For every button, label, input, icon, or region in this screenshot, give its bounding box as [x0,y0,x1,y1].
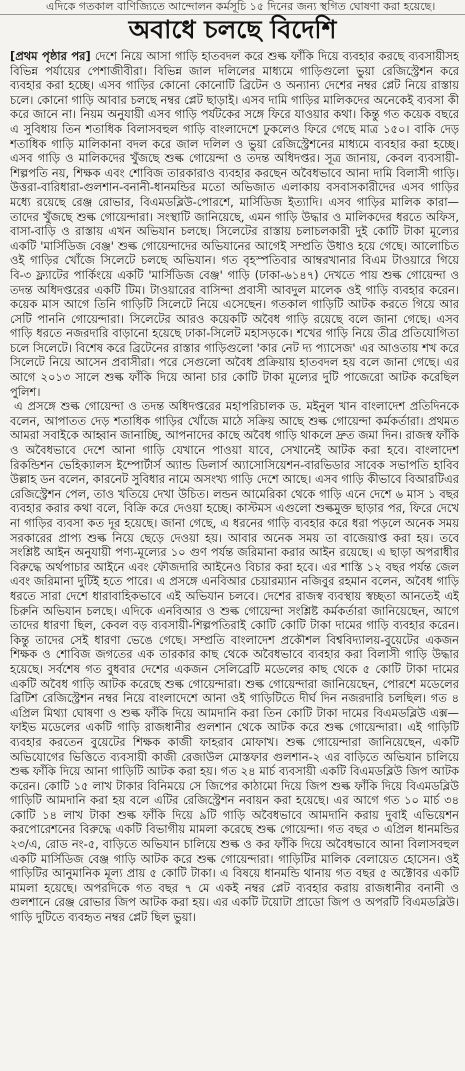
headline: অবাধে চলছে বিদেশি [128,15,337,44]
paragraph-1 [10,49,459,399]
lead-label-text: প্রথম পৃষ্ঠার পর [15,49,86,63]
paragraph-2: এ প্রসঙ্গে শুল্ক গোয়েন্দা ও তদন্ত অধিদপ্তরের মহাপরিচালক ড. মইনুল খান বাংলাদেশ প্রতিদিনকে বলেন, আপাতত দেড় শতাধিক গাড়ির খোঁজে মাঠে সক্রিয় আছে শুল্ক গোয়েন্দা কর্মকর্তারা। প্রথমত আমরা সবাইকে আহ্বান জানাচ্ছি, আপনাদের কাছে অবৈধ গাড়ি থাকলে দ্রুত জমা দিন। রাজস্ব ফাঁকি ও অবৈধভাবে দেশে আনা গাড়ি যেখানে পাওয়া যাবে, সেখানেই আটক করা হবে। বাংলাদেশ রিকন্ডিশন ভেহিক্যালস ইম্পোর্টার্স অ্যান্ড ডিলার্স অ্যাসোসিয়েশন-বারভিডার সাবেক সভাপতি হাবিব উল্লাহ ডন বলেন, কারনেট সুবিধার নামে অসংখ্য গাড়ি দেশে আছে। এসব গাড়ি কীভাবে বিআরটিএর রেজিস্ট্রেশন পেল, তাও খতিয়ে দেখা উচিত। লন্ডন আমেরিকা থেকে গাড়ি এনে দেশে ৬ মাস ১ বছর ব্যবহার করার কথা বলে, বিক্রি করে দেওয়া হচ্ছে। কাস্টমস এগুলো শুল্কমুক্ত ছাড়ার পর, ফিরে দেখে না গাড়ির ব্যবসা কত দূর হয়েছে। জানা গেছে, এ ধরনের গাড়ি ব্যবহার করে ধরা পড়লে অনেক সময় সরকারের প্রাপ্য শুল্ক নিয়ে ছেড়ে দেওয়া হয়। আবার অনেক সময় তা বাজেয়াপ্ত করা হয়। তবে সংশ্লিষ্ট আইন অনুযায়ী পণ্য-মূল্যের ১০ গুণ পর্যন্ত জরিমানা করার আইন রয়েছে। এ ছাড়া অপরাধীর বিরুদ্ধে অর্থপাচার আইনে এবং ফৌজদারি আইনেও বিচার করা হবে। এর শাস্তি ১২ বছর পর্যন্ত জেল এবং জরিমানা দুটিই হতে পারে। এ প্রসঙ্গে এনবিআর চেয়ারম্যান নজিবুর রহমান বলেন, অবৈধ গাড়ি ধরতে সারা দেশে ধারাবাহিকভাবে এই অভিযান চলবে। দেশের রাজস্ব ব্যবস্থায় স্বচ্ছতা আনতেই এই চিরুনি অভিযান চলছে। এদিকে এনবিআর ও শুল্ক গোয়েন্দা সংশ্লিষ্ট কর্মকর্তারা জানিয়েছেন, আগে তাদের ধারণা ছিল, কেবল বড় ব্যবসায়ী-শিল্পপতিরাই কোটি কোটি টাকা দামের গাড়ি ব্যবহার করেন। কিন্তু তাদের সেই ধারণা ভেঙে গেছে। সম্প্রতি বাংলাদেশ প্রকৌশল বিশ্ববিদ্যালয়-বুয়েটের একজন শিক্ষক ও শোবিজ জগতের এক তারকার কাছ থেকে অবৈধভাবে ব্যবহার করা বিলাসী গাড়ি উদ্ধার হয়েছে। সর্বশেষ গত বুধবার দেশের একজন সেলিব্রেটি মডেলের কাছ থেকে ৫ কোটি টাকা দামের একটি অবৈধ গাড়ি আটক করেছে শুল্ক গোয়েন্দারা। শুল্ক গোয়েন্দারা জানিয়েছেন, পোরশে মডেলের ব্রিটিশ রেজিস্ট্রেশন নম্বর নিয়ে বাংলাদেশে আনা ওই গাড়িটিতে দীর্ঘ দিন নজরদারি চলছিল। গত ৪ এপ্রিল মিথ্যা ঘোষণা ও শুল্ক ফাঁকি দিয়ে আমদানি করা তিন কোটি টাকা দামের বিএমডব্লিউ এক্স—ফাইভ মডেলের একটি গাড়ি রাজধানীর গুলশান থেকে আটক করে শুল্ক গোয়েন্দারা। এই গাড়িটি ব্যবহার করতেন বুয়েটের শিক্ষক কাজী ফাহরাব মোফাখ। শুল্ক গোয়েন্দারা জানিয়েছেন, একটি অভিযোগের ভিত্তিতে ব্যবসায়ী কাজী রেজাউল মোস্তফার গুলশান-২ এর বাড়িতে অভিযান চালিয়ে শুল্ক ফাঁকি দিয়ে আনা গাড়িটি আটক করা হয়। গত ২৪ মার্চ ব্যবসায়ী একটি বিএমডব্লিউ জিপ আটক করেন। কোটি ১৫ লাখ টাকার বিনিময়ে সে জিপের কাঠামো দিয়ে জিপ শুল্ক ফাঁকি দিয়ে বিএমডব্লিউ গাড়িটি আমদানি করা হয় বলে এটির রেজিস্ট্রেশন নবায়ন করা হয়েছে। এর আগে গত ১০ মার্চ ৩৪ কোটি ১৪ লাখ টাকা শুল্ক ফাঁকি দিয়ে ৯টি গাড়ি অবৈধভাবে আমদানি করায় দুবাই এভিয়েশন করপোরেশনের বিরুদ্ধে একটি বিভাগীয় মামলা করেছে শুল্ক গোয়েন্দা। গত বছর ৩ এপ্রিল ধানমন্ডির ২৩/এ, রোড নং-৫, বাড়িতে অভিযান চালিয়ে শুল্ক ও কর ফাঁকি দিয়ে অবৈধভাবে আনা বিলাসবহুল একটি মার্সিডিজ বেঞ্জ গাড়ি আটক করে শুল্ক গোয়েন্দারা। গাড়িটির মালিক বেলায়েত হোসেন। ওই গাড়িটির আনুমানিক মূল্য প্রায় ৫ কোটি টাকা। এ বিষয়ে ধানমন্ডি থানায় গত বছর ৫ অক্টোবর একটি মামলা হয়েছে। অপরদিকে গত বছর ৭ মে একই নম্বর প্লেট ব্যবহার করায় রাজধানীর বনানী ও গুলশানে রেঞ্জ রোভার জিপ আটক করা হয়। এর একটি টয়োটা প্রাডো জিপ ও অপরটি বিএমডব্লিউ। গাড়ি দুটিতে ব্যবহৃত নম্বর প্লেট ছিল ভুয়া। [10,399,459,925]
paragraph-1-text: দেশে নিয়ে আসা গাড়ি হাতবদল করে শুল্ক ফাঁকি দিয়ে ব্যবহার করছে ব্যবসায়ীসহ বিভিন্ন পর্যায়ের পেশাজীবীরা। বিভিন্ন জাল দলিলের মাধ্যমে গাড়িগুলো ভুয়া রেজিস্ট্রেশন করে ব্যবহার করা হচ্ছে। এসব গাড়ির কোনো কোনোটি ব্রিটেন ও অন্যান্য দেশের নম্বর প্লেট নিয়ে রাস্তায় চলে। কোনো গাড়ি আবার চলছে নম্বর প্লেট ছাড়াই। এসব দামি গাড়ির মালিকদের অনেকেই ব্যবসা কী করে জানে না। নিয়ম অনুযায়ী এসব গাড়ি পর্যটকের সঙ্গে ফিরে যাওয়ার কথা। কিন্তু গত কয়েক বছরে এ সুবিধায় তিন শতাধিক বিলাসবহুল গাড়ি বাংলাদেশে ঢুকলেও ফিরে গেছে মাত্র ১৫০। বাকি দেড় শতাধিক গাড়ি মালিকানা বদল করে জাল দলিল ও ভুয়া রেজিস্ট্রেশনের মাধ্যমে ব্যবহার করা হচ্ছে। এসব গাড়ি ও মালিকদের খুঁজছে শুল্ক গোয়েন্দা ও তদন্ত অধিদপ্তর। সূত্র জানায়, কেবল ব্যবসায়ী-শিল্পপতি নয়, শিক্ষক এবং শোবিজ তারকারাও ব্যবহার করছেন অবৈধভাবে আনা দামি বিলাসী গাড়ি। উত্তরা-বারিধারা-গুলশান-বনানী-ধানমন্ডির মতো অভিজাত এলাকায় বসবাসকারীদের এসব গাড়ির মধ্যে রয়েছে রেঞ্জ রোভার, বিএমডব্লিউ-পোরশে, মার্সিডিজ ইত্যাদি। এসব গাড়ির মালিক কারা—তাদের খুঁজছে শুল্ক গোয়েন্দারা। সংস্থাটি জানিয়েছে, এমন গাড়ি উদ্ধার ও মালিকদের ধরতে অফিস, বাসা-বাড়ি ও রাস্তায় এখন অভিযান চলছে। সিলেটের রাস্তায় চলাচলকারী দুই কোটি টাকা মূল্যের একটি 'মার্সিডিজ বেঞ্জ' শুল্ক গোয়েন্দাদের অভিযানের আগেই সম্প্রতি উধাও হয়ে গেছে। আলোচিত ওই গাড়ির খোঁজে সিলেটে চলছে অভিযান। গত বৃহস্পতিবার আম্বরখানার বিএম টাওয়ারে গিয়ে বি-৩ ফ্ল্যাটের পার্কিংয়ে একটি 'মার্সিডিজ বেঞ্জ' গাড়ি (ঢাকা-৬১৪৭) দেখতে পায় শুল্ক গোয়েন্দা ও তদন্ত অধিদপ্তরের একটি টিম। টাওয়ারের বাসিন্দা প্রবাসী আবদুল মালেক ওই গাড়ি ব্যবহার করেন। কয়েক মাস আগে তিনি গাড়িটি সিলেটে নিয়ে এসেছেন। গতকাল গাড়িটি আটক করতে গিয়ে আর সেটি পাননি গোয়েন্দারা। সিলেটের আরও কয়েকটি অবৈধ গাড়ি রয়েছে বলে জানা গেছে। এসব গাড়ি ধরতে নজরদারি বাড়ানো হয়েছে ঢাকা-সিলেট মহাসড়কে। শখের গাড়ি নিয়ে তীব্র প্রতিযোগিতা চলে সিলেটে। বিশেষ করে ব্রিটেনের রাস্তার গাড়িগুলো 'কার নেট দ্য প্যাসেজ' এর আওতায় শখ করে সিলেটে নিয়ে আসেন প্রবাসীরা। পরে সেগুলো অবৈধ প্রক্রিয়ায় হাতবদল হয় বলে জানা গেছে। এর আগে ২০১৩ সালে শুল্ক ফাঁকি দিয়ে আনা চার কোটি টাকা মূল্যের দুটি পাজেরো আটক করেছিল পুলিশ। [10,49,459,399]
lead-label: [প্রথম পৃষ্ঠার পর] [10,49,91,63]
article-body [10,49,459,1065]
clipped-previous-article-line: এদিকে গতকাল বাণিজ্যিতে আন্দোলন কর্মসূচি ১৫ দিনের জন্য স্থগিত ঘোষণা করা হয়েছে। [46,0,436,13]
